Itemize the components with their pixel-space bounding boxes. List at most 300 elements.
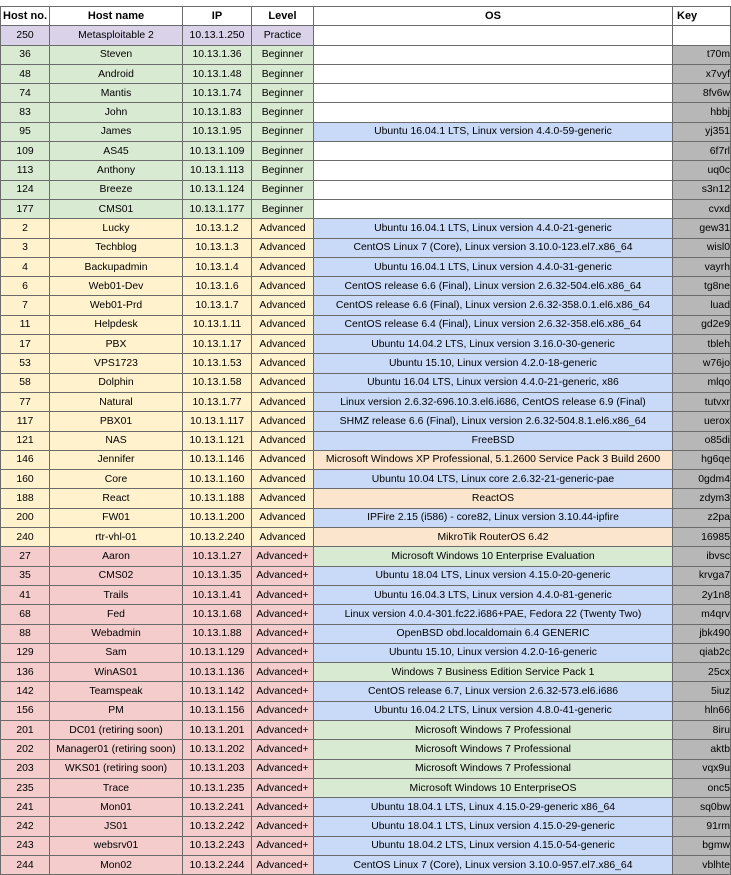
cell-ip[interactable]: 10.13.1.77 <box>183 392 252 411</box>
cell-os[interactable]: CentOS release 6.6 (Final), Linux version 2.6.32-504.el6.x86_64 <box>314 277 673 296</box>
cell-level[interactable]: Beginner <box>252 64 314 83</box>
header-host-name[interactable]: Host name <box>50 7 183 26</box>
cell-host-no[interactable]: 188 <box>1 489 50 508</box>
cell-host-name[interactable]: websrv01 <box>50 836 183 855</box>
cell-host-no[interactable]: 7 <box>1 296 50 315</box>
cell-key[interactable]: tg8ne <box>673 277 731 296</box>
cell-os[interactable] <box>314 64 673 83</box>
table-row <box>1 605 731 624</box>
cell-ip[interactable]: 10.13.1.117 <box>183 412 252 431</box>
cell-host-no[interactable]: 17 <box>1 335 50 354</box>
cell-os[interactable]: Microsoft Windows XP Professional, 5.1.2600 Service Pack 3 Build 2600 <box>314 450 673 469</box>
cell-os[interactable] <box>314 199 673 218</box>
cell-key[interactable]: krvga7 <box>673 566 731 585</box>
cell-host-no[interactable]: 41 <box>1 585 50 604</box>
cell-ip[interactable]: 10.13.1.160 <box>183 470 252 489</box>
cell-host-name[interactable]: Backupadmin <box>50 257 183 276</box>
cell-host-name[interactable]: WKS01 (retiring soon) <box>50 759 183 778</box>
cell-host-no[interactable]: 243 <box>1 836 50 855</box>
cell-ip[interactable]: 10.13.2.242 <box>183 817 252 836</box>
cell-host-name[interactable]: John <box>50 103 183 122</box>
cell-host-no[interactable]: 88 <box>1 624 50 643</box>
cell-os[interactable]: Ubuntu 14.04.2 LTS, Linux version 3.16.0-30-generic <box>314 335 673 354</box>
cell-host-name[interactable]: Techblog <box>50 238 183 257</box>
cell-level[interactable]: Advanced+ <box>252 817 314 836</box>
cell-os[interactable]: Ubuntu 15.10, Linux version 4.2.0-18-generic <box>314 354 673 373</box>
cell-key[interactable]: yj351 <box>673 122 731 141</box>
cell-level[interactable]: Advanced <box>252 431 314 450</box>
cell-ip[interactable]: 10.13.1.35 <box>183 566 252 585</box>
cell-os[interactable]: Ubuntu 18.04.1 LTS, Linux 4.15.0-29-generic x86_64 <box>314 798 673 817</box>
cell-host-name[interactable]: JS01 <box>50 817 183 836</box>
cell-level[interactable]: Advanced+ <box>252 798 314 817</box>
cell-host-no[interactable]: 109 <box>1 142 50 161</box>
cell-host-no[interactable]: 6 <box>1 277 50 296</box>
cell-host-name[interactable]: Trails <box>50 585 183 604</box>
cell-host-name[interactable]: Metasploitable 2 <box>50 26 183 45</box>
cell-os[interactable] <box>314 180 673 199</box>
cell-level[interactable]: Advanced <box>252 470 314 489</box>
cell-host-name[interactable]: Mon02 <box>50 856 183 875</box>
cell-key[interactable]: cvxd <box>673 199 731 218</box>
cell-ip[interactable]: 10.13.1.4 <box>183 257 252 276</box>
cell-os[interactable]: Microsoft Windows 10 EnterpriseOS <box>314 778 673 797</box>
cell-ip[interactable]: 10.13.1.7 <box>183 296 252 315</box>
cell-key[interactable]: uq0c <box>673 161 731 180</box>
cell-level[interactable]: Advanced+ <box>252 856 314 875</box>
table-row <box>1 277 731 296</box>
cell-host-name[interactable]: React <box>50 489 183 508</box>
cell-key[interactable]: gew31 <box>673 219 731 238</box>
cell-key[interactable]: zdym3 <box>673 489 731 508</box>
cell-host-name[interactable]: WinAS01 <box>50 663 183 682</box>
cell-host-name[interactable]: PBX <box>50 335 183 354</box>
table-row <box>1 566 731 585</box>
header-host-no[interactable]: Host no. <box>1 7 50 26</box>
cell-host-no[interactable]: 241 <box>1 798 50 817</box>
cell-os[interactable]: Windows 7 Business Edition Service Pack 1 <box>314 663 673 682</box>
cell-level[interactable]: Advanced+ <box>252 643 314 662</box>
header-level[interactable]: Level <box>252 7 314 26</box>
cell-ip[interactable]: 10.13.2.244 <box>183 856 252 875</box>
cell-key[interactable]: m4qrv <box>673 605 731 624</box>
cell-level[interactable]: Beginner <box>252 199 314 218</box>
cell-os[interactable]: Microsoft Windows 7 Professional <box>314 759 673 778</box>
cell-ip[interactable]: 10.13.1.88 <box>183 624 252 643</box>
cell-key[interactable]: ibvsc <box>673 547 731 566</box>
spreadsheet <box>0 6 730 875</box>
cell-host-no[interactable]: 74 <box>1 84 50 103</box>
cell-key[interactable]: uerox <box>673 412 731 431</box>
cell-os[interactable]: MikroTik RouterOS 6.42 <box>314 528 673 547</box>
cell-ip[interactable]: 10.13.1.27 <box>183 547 252 566</box>
cell-level[interactable]: Beginner <box>252 122 314 141</box>
cell-ip[interactable]: 10.13.1.17 <box>183 335 252 354</box>
table-row <box>1 585 731 604</box>
cell-host-name[interactable]: VPS1723 <box>50 354 183 373</box>
cell-host-name[interactable]: Aaron <box>50 547 183 566</box>
cell-key[interactable]: 91rm <box>673 817 731 836</box>
cell-os[interactable] <box>314 142 673 161</box>
cell-os[interactable]: Ubuntu 18.04 LTS, Linux version 4.15.0-20-generic <box>314 566 673 585</box>
cell-host-name[interactable]: Helpdesk <box>50 315 183 334</box>
cell-os[interactable]: OpenBSD obd.localdomain 6.4 GENERIC <box>314 624 673 643</box>
cell-key[interactable]: 0gdm4 <box>673 470 731 489</box>
cell-ip[interactable]: 10.13.1.142 <box>183 682 252 701</box>
cell-host-no[interactable]: 117 <box>1 412 50 431</box>
table-row <box>1 161 731 180</box>
cell-key[interactable]: x7vyf <box>673 64 731 83</box>
cell-ip[interactable]: 10.13.1.11 <box>183 315 252 334</box>
cell-host-no[interactable]: 203 <box>1 759 50 778</box>
cell-host-name[interactable]: Jennifer <box>50 450 183 469</box>
cell-key[interactable]: vqx9u <box>673 759 731 778</box>
cell-host-no[interactable]: 244 <box>1 856 50 875</box>
table-row <box>1 122 731 141</box>
cell-host-no[interactable]: 95 <box>1 122 50 141</box>
cell-os[interactable] <box>314 45 673 64</box>
cell-host-name[interactable]: Lucky <box>50 219 183 238</box>
cell-key[interactable]: onc5 <box>673 778 731 797</box>
cell-host-no[interactable]: 202 <box>1 740 50 759</box>
table-row <box>1 392 731 411</box>
cell-host-name[interactable]: Core <box>50 470 183 489</box>
table-row <box>1 798 731 817</box>
cell-ip[interactable]: 10.13.2.243 <box>183 836 252 855</box>
cell-ip[interactable]: 10.13.1.156 <box>183 701 252 720</box>
cell-host-no[interactable]: 124 <box>1 180 50 199</box>
cell-ip[interactable]: 10.13.1.188 <box>183 489 252 508</box>
cell-key[interactable]: aktb <box>673 740 731 759</box>
cell-key[interactable]: vblhte <box>673 856 731 875</box>
cell-os[interactable]: Ubuntu 16.04 LTS, Linux version 4.4.0-21-generic, x86 <box>314 373 673 392</box>
cell-host-no[interactable]: 201 <box>1 720 50 739</box>
cell-os[interactable]: Microsoft Windows 7 Professional <box>314 720 673 739</box>
cell-level[interactable]: Advanced <box>252 315 314 334</box>
table-row <box>1 701 731 720</box>
cell-ip[interactable]: 10.13.1.113 <box>183 161 252 180</box>
cell-key[interactable]: 8fv6w <box>673 84 731 103</box>
cell-host-no[interactable]: 129 <box>1 643 50 662</box>
cell-os[interactable]: Ubuntu 16.04.1 LTS, Linux version 4.4.0-59-generic <box>314 122 673 141</box>
header-ip[interactable]: IP <box>183 7 252 26</box>
cell-host-no[interactable]: 242 <box>1 817 50 836</box>
cell-host-no[interactable]: 250 <box>1 26 50 45</box>
cell-host-no[interactable]: 58 <box>1 373 50 392</box>
cell-host-no[interactable]: 35 <box>1 566 50 585</box>
cell-host-name[interactable]: Trace <box>50 778 183 797</box>
cell-level[interactable]: Practice <box>252 26 314 45</box>
cell-ip[interactable]: 10.13.1.6 <box>183 277 252 296</box>
table-row <box>1 643 731 662</box>
cell-ip[interactable]: 10.13.1.95 <box>183 122 252 141</box>
cell-ip[interactable]: 10.13.1.203 <box>183 759 252 778</box>
cell-os[interactable] <box>314 84 673 103</box>
cell-os[interactable]: Ubuntu 10.04 LTS, Linux core 2.6.32-21-generic-pae <box>314 470 673 489</box>
cell-host-name[interactable]: Natural <box>50 392 183 411</box>
cell-level[interactable]: Advanced <box>252 412 314 431</box>
cell-ip[interactable]: 10.13.1.129 <box>183 643 252 662</box>
cell-host-no[interactable]: 68 <box>1 605 50 624</box>
table-row <box>1 315 731 334</box>
cell-level[interactable]: Beginner <box>252 103 314 122</box>
cell-ip[interactable]: 10.13.1.58 <box>183 373 252 392</box>
cell-level[interactable]: Advanced+ <box>252 663 314 682</box>
cell-level[interactable]: Beginner <box>252 161 314 180</box>
table-row <box>1 624 731 643</box>
cell-os[interactable]: CentOS release 6.4 (Final), Linux version 2.6.32-358.el6.x86_64 <box>314 315 673 334</box>
cell-key[interactable] <box>673 26 731 45</box>
cell-level[interactable]: Advanced+ <box>252 778 314 797</box>
cell-os[interactable]: Ubuntu 16.04.1 LTS, Linux version 4.4.0-21-generic <box>314 219 673 238</box>
cell-level[interactable]: Advanced+ <box>252 759 314 778</box>
cell-level[interactable]: Advanced <box>252 238 314 257</box>
cell-key[interactable]: bgmw <box>673 836 731 855</box>
cell-ip[interactable]: 10.13.1.68 <box>183 605 252 624</box>
cell-key[interactable]: wisl0 <box>673 238 731 257</box>
cell-level[interactable]: Advanced+ <box>252 624 314 643</box>
cell-host-name[interactable]: CMS02 <box>50 566 183 585</box>
table-row <box>1 856 731 875</box>
cell-level[interactable]: Advanced <box>252 450 314 469</box>
cell-level[interactable]: Advanced+ <box>252 720 314 739</box>
cell-ip[interactable]: 10.13.1.36 <box>183 45 252 64</box>
cell-host-name[interactable]: DC01 (retiring soon) <box>50 720 183 739</box>
cell-os[interactable]: CentOS release 6.7, Linux version 2.6.32-573.el6.i686 <box>314 682 673 701</box>
cell-os[interactable]: Linux version 2.6.32-696.10.3.el6.i686, CentOS release 6.9 (Final) <box>314 392 673 411</box>
cell-key[interactable]: hbbj <box>673 103 731 122</box>
cell-level[interactable]: Beginner <box>252 142 314 161</box>
cell-host-name[interactable]: Sam <box>50 643 183 662</box>
cell-key[interactable]: t70m <box>673 45 731 64</box>
cell-key[interactable]: 8iru <box>673 720 731 739</box>
table-row <box>1 470 731 489</box>
cell-os[interactable]: Microsoft Windows 7 Professional <box>314 740 673 759</box>
cell-level[interactable]: Advanced+ <box>252 605 314 624</box>
cell-key[interactable]: 5iuz <box>673 682 731 701</box>
cell-os[interactable]: Ubuntu 16.04.1 LTS, Linux version 4.4.0-31-generic <box>314 257 673 276</box>
cell-ip[interactable]: 10.13.2.241 <box>183 798 252 817</box>
cell-host-no[interactable]: 3 <box>1 238 50 257</box>
table-body <box>1 26 731 875</box>
cell-host-name[interactable]: Dolphin <box>50 373 183 392</box>
cell-host-no[interactable]: 156 <box>1 701 50 720</box>
cell-ip[interactable]: 10.13.1.83 <box>183 103 252 122</box>
cell-host-name[interactable]: Mon01 <box>50 798 183 817</box>
cell-os[interactable] <box>314 26 673 45</box>
cell-key[interactable]: jbk490 <box>673 624 731 643</box>
cell-ip[interactable]: 10.13.1.48 <box>183 64 252 83</box>
cell-key[interactable]: w76jo <box>673 354 731 373</box>
cell-key[interactable]: 6f7rl <box>673 142 731 161</box>
cell-ip[interactable]: 10.13.1.2 <box>183 219 252 238</box>
cell-ip[interactable]: 10.13.1.41 <box>183 585 252 604</box>
cell-host-name[interactable]: Webadmin <box>50 624 183 643</box>
table-row <box>1 219 731 238</box>
cell-host-no[interactable]: 160 <box>1 470 50 489</box>
cell-key[interactable]: luad <box>673 296 731 315</box>
cell-host-no[interactable]: 83 <box>1 103 50 122</box>
cell-host-no[interactable]: 77 <box>1 392 50 411</box>
cell-host-no[interactable]: 48 <box>1 64 50 83</box>
cell-host-no[interactable]: 200 <box>1 508 50 527</box>
cell-key[interactable]: 25cx <box>673 663 731 682</box>
cell-level[interactable]: Beginner <box>252 180 314 199</box>
cell-host-name[interactable]: Steven <box>50 45 183 64</box>
cell-ip[interactable]: 10.13.2.240 <box>183 528 252 547</box>
cell-os[interactable]: Microsoft Windows 10 Enterprise Evaluation <box>314 547 673 566</box>
table-row <box>1 238 731 257</box>
cell-level[interactable]: Advanced+ <box>252 547 314 566</box>
cell-os[interactable]: Ubuntu 16.04.3 LTS, Linux version 4.4.0-81-generic <box>314 585 673 604</box>
cell-os[interactable]: Ubuntu 18.04.2 LTS, Linux version 4.15.0-54-generic <box>314 836 673 855</box>
cell-ip[interactable]: 10.13.1.200 <box>183 508 252 527</box>
cell-key[interactable]: s3n12 <box>673 180 731 199</box>
cell-key[interactable]: qiab2c <box>673 643 731 662</box>
cell-host-name[interactable]: CMS01 <box>50 199 183 218</box>
cell-level[interactable]: Advanced <box>252 528 314 547</box>
cell-host-no[interactable]: 142 <box>1 682 50 701</box>
cell-level[interactable]: Advanced+ <box>252 585 314 604</box>
table-row <box>1 45 731 64</box>
cell-host-name[interactable]: Anthony <box>50 161 183 180</box>
cell-key[interactable]: z2pa <box>673 508 731 527</box>
cell-host-name[interactable]: NAS <box>50 431 183 450</box>
cell-ip[interactable]: 10.13.1.235 <box>183 778 252 797</box>
cell-key[interactable]: hg6qe <box>673 450 731 469</box>
cell-ip[interactable]: 10.13.1.202 <box>183 740 252 759</box>
cell-host-no[interactable]: 36 <box>1 45 50 64</box>
cell-level[interactable]: Beginner <box>252 84 314 103</box>
cell-host-name[interactable]: AS45 <box>50 142 183 161</box>
cell-level[interactable]: Advanced <box>252 354 314 373</box>
cell-host-name[interactable]: Teamspeak <box>50 682 183 701</box>
cell-key[interactable]: 16985 <box>673 528 731 547</box>
cell-host-no[interactable]: 235 <box>1 778 50 797</box>
cell-ip[interactable]: 10.13.1.3 <box>183 238 252 257</box>
table-row <box>1 817 731 836</box>
cell-ip[interactable]: 10.13.1.109 <box>183 142 252 161</box>
cell-ip[interactable]: 10.13.1.146 <box>183 450 252 469</box>
cell-os[interactable]: CentOS release 6.6 (Final), Linux version 2.6.32-358.0.1.el6.x86_64 <box>314 296 673 315</box>
table-row <box>1 373 731 392</box>
cell-os[interactable]: Linux version 4.0.4-301.fc22.i686+PAE, Fedora 22 (Twenty Two) <box>314 605 673 624</box>
cell-ip[interactable]: 10.13.1.124 <box>183 180 252 199</box>
cell-host-no[interactable]: 53 <box>1 354 50 373</box>
cell-level[interactable]: Advanced <box>252 335 314 354</box>
cell-level[interactable]: Advanced+ <box>252 682 314 701</box>
cell-level[interactable]: Advanced <box>252 219 314 238</box>
cell-host-name[interactable]: PM <box>50 701 183 720</box>
cell-os[interactable]: Ubuntu 18.04.1 LTS, Linux version 4.15.0-29-generic <box>314 817 673 836</box>
cell-host-name[interactable]: Fed <box>50 605 183 624</box>
cell-host-no[interactable]: 27 <box>1 547 50 566</box>
cell-key[interactable]: gd2e9 <box>673 315 731 334</box>
cell-host-no[interactable]: 2 <box>1 219 50 238</box>
cell-host-name[interactable]: Android <box>50 64 183 83</box>
cell-level[interactable]: Advanced+ <box>252 566 314 585</box>
cell-key[interactable]: tbleh <box>673 335 731 354</box>
cell-os[interactable]: Ubuntu 16.04.2 LTS, Linux version 4.8.0-41-generic <box>314 701 673 720</box>
cell-os[interactable] <box>314 161 673 180</box>
cell-key[interactable]: tutvxr <box>673 392 731 411</box>
cell-host-no[interactable]: 11 <box>1 315 50 334</box>
cell-ip[interactable]: 10.13.1.53 <box>183 354 252 373</box>
cell-os[interactable]: IPFire 2.15 (i586) - core82, Linux version 3.10.44-ipfire <box>314 508 673 527</box>
cell-host-name[interactable]: Mantis <box>50 84 183 103</box>
cell-ip[interactable]: 10.13.1.121 <box>183 431 252 450</box>
cell-level[interactable]: Advanced <box>252 392 314 411</box>
cell-host-name[interactable]: PBX01 <box>50 412 183 431</box>
cell-ip[interactable]: 10.13.1.250 <box>183 26 252 45</box>
cell-host-no[interactable]: 146 <box>1 450 50 469</box>
cell-host-name[interactable]: James <box>50 122 183 141</box>
cell-host-name[interactable]: Web01-Prd <box>50 296 183 315</box>
table-row <box>1 84 731 103</box>
cell-level[interactable]: Advanced <box>252 277 314 296</box>
cell-ip[interactable]: 10.13.1.201 <box>183 720 252 739</box>
table-row <box>1 508 731 527</box>
table-row <box>1 142 731 161</box>
cell-level[interactable]: Advanced+ <box>252 740 314 759</box>
cell-host-name[interactable]: Manager01 (retiring soon) <box>50 740 183 759</box>
header-os[interactable]: OS <box>314 7 673 26</box>
cell-ip[interactable]: 10.13.1.177 <box>183 199 252 218</box>
cell-ip[interactable]: 10.13.1.74 <box>183 84 252 103</box>
table-row <box>1 450 731 469</box>
cell-os[interactable]: ReactOS <box>314 489 673 508</box>
cell-os[interactable]: SHMZ release 6.6 (Final), Linux version 2.6.32-504.8.1.el6.x86_64 <box>314 412 673 431</box>
cell-key[interactable]: 2y1n8 <box>673 585 731 604</box>
cell-os[interactable]: Ubuntu 15.10, Linux version 4.2.0-16-generic <box>314 643 673 662</box>
cell-ip[interactable]: 10.13.1.136 <box>183 663 252 682</box>
cell-level[interactable]: Advanced <box>252 296 314 315</box>
cell-level[interactable]: Advanced <box>252 489 314 508</box>
cell-key[interactable]: mlqo <box>673 373 731 392</box>
cell-host-no[interactable]: 121 <box>1 431 50 450</box>
cell-host-name[interactable]: FW01 <box>50 508 183 527</box>
header-key[interactable]: Key <box>673 7 731 26</box>
cell-key[interactable]: hln66 <box>673 701 731 720</box>
cell-os[interactable]: CentOS Linux 7 (Core), Linux version 3.10.0-123.el7.x86_64 <box>314 238 673 257</box>
table-row <box>1 103 731 122</box>
cell-host-no[interactable]: 177 <box>1 199 50 218</box>
cell-level[interactable]: Advanced <box>252 257 314 276</box>
cell-level[interactable]: Advanced+ <box>252 836 314 855</box>
cell-os[interactable]: FreeBSD <box>314 431 673 450</box>
table-row <box>1 740 731 759</box>
cell-key[interactable]: o85di <box>673 431 731 450</box>
cell-host-name[interactable]: Breeze <box>50 180 183 199</box>
cell-host-name[interactable]: rtr-vhl-01 <box>50 528 183 547</box>
cell-os[interactable]: CentOS Linux 7 (Core), Linux version 3.10.0-957.el7.x86_64 <box>314 856 673 875</box>
cell-host-no[interactable]: 240 <box>1 528 50 547</box>
cell-level[interactable]: Advanced <box>252 373 314 392</box>
cell-host-no[interactable]: 4 <box>1 257 50 276</box>
cell-level[interactable]: Advanced+ <box>252 701 314 720</box>
cell-level[interactable]: Beginner <box>252 45 314 64</box>
table-row <box>1 335 731 354</box>
cell-host-name[interactable]: Web01-Dev <box>50 277 183 296</box>
cell-os[interactable] <box>314 103 673 122</box>
cell-host-no[interactable]: 136 <box>1 663 50 682</box>
table-row <box>1 528 731 547</box>
cell-level[interactable]: Advanced <box>252 508 314 527</box>
cell-key[interactable]: sq0bw <box>673 798 731 817</box>
cell-host-no[interactable]: 113 <box>1 161 50 180</box>
table-row <box>1 682 731 701</box>
cell-key[interactable]: vayrh <box>673 257 731 276</box>
